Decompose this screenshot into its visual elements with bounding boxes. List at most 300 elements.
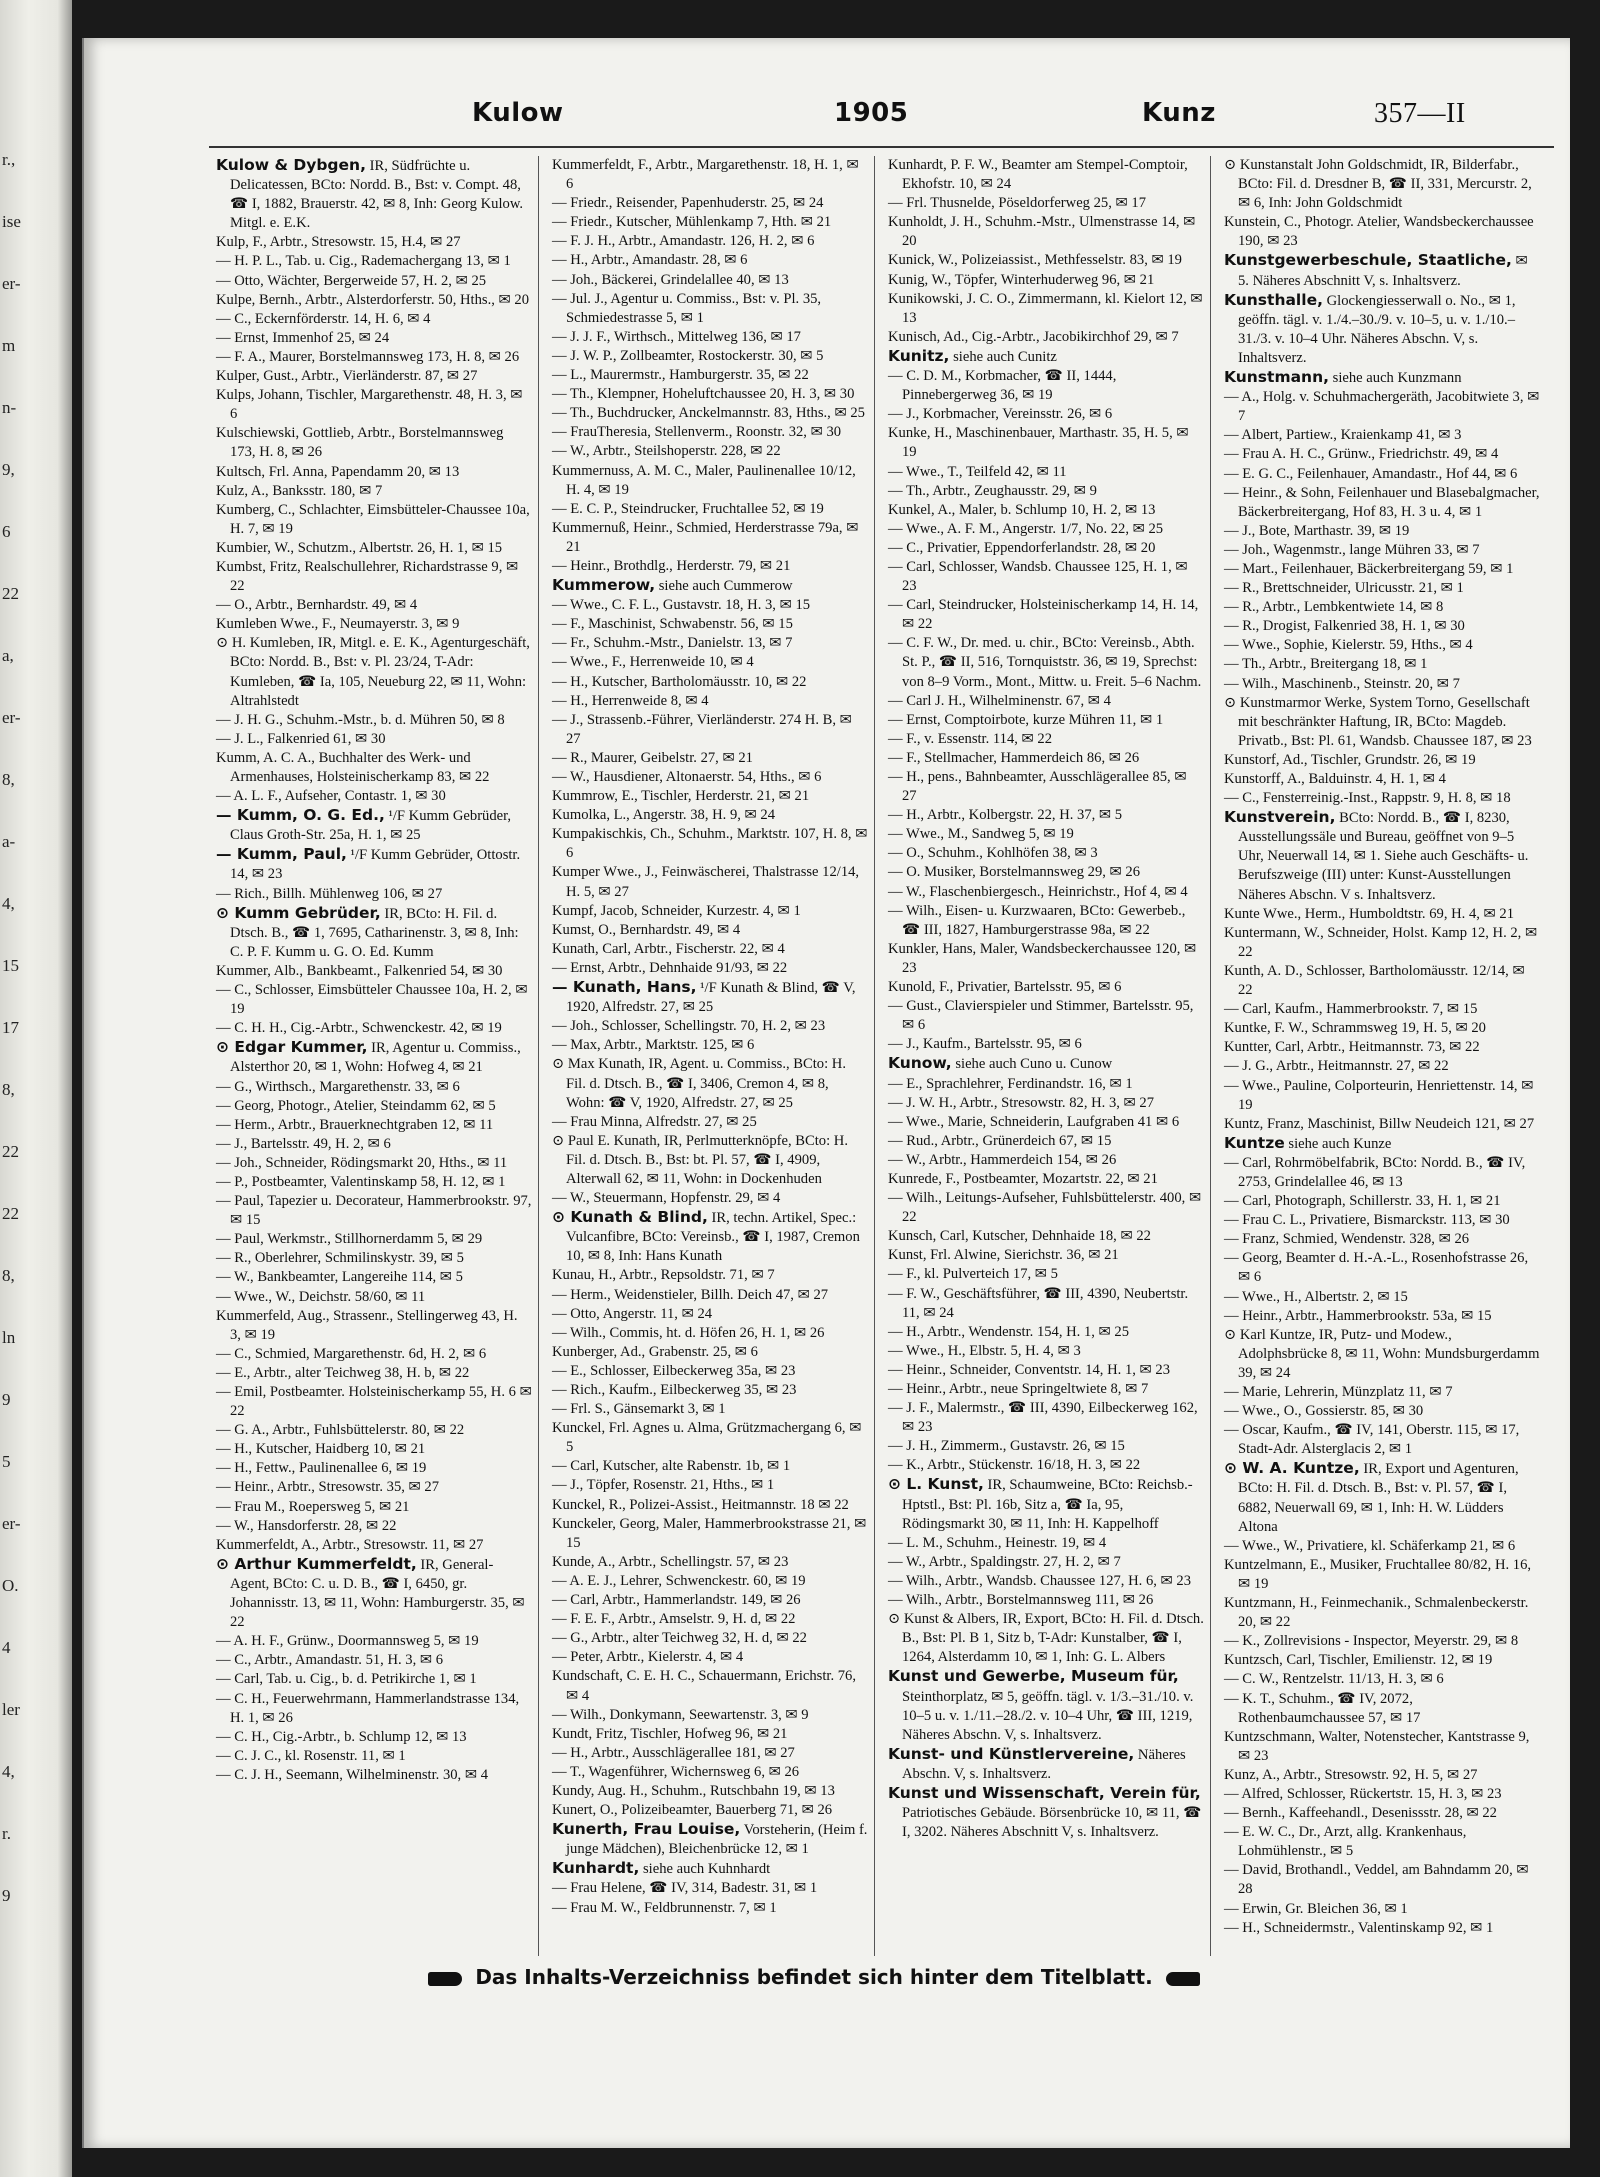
header-rule — [209, 146, 1554, 148]
directory-entry: Kunholdt, J. H., Schuhm.-Mstr., Ulmenstrasse 14, ✉ 20 — [888, 214, 1196, 250]
directory-entry: — E., Schlosser, Eilbeckerweg 35a, ✉ 23 — [552, 1362, 796, 1379]
directory-entry: ⊙ Kunath & Blind, IR, techn. Artikel, Spec.: Vulcanfibre, BCto: Vereinsb., ☎ I, 1987, Cremon 10, ✉ 8, Inh: Hans Kunath — [552, 1208, 860, 1265]
column-4 — [1218, 156, 1546, 1956]
directory-entry: — Wilh., Commis, ht. d. Höfen 26, H. 1, ✉ 26 — [552, 1324, 825, 1341]
directory-entry: — W., Hausdiener, Altonaerstr. 54, Hths., ✉ 6 — [552, 769, 822, 785]
directory-entry: — Heinr., Arbtr., Hammerbrookstr. 53a, ✉ 15 — [1224, 1307, 1492, 1324]
directory-entry: — Wwe., C. F. L., Gustavstr. 18, H. 3, ✉ 15 — [552, 597, 811, 614]
directory-entry: — Wwe., M., Sandweg 5, ✉ 19 — [888, 826, 1074, 843]
directory-entry: — Alfred, Schlosser, Rückertstr. 15, H. 3, ✉ 23 — [1224, 1785, 1502, 1802]
directory-entry: Kuntter, Carl, Arbtr., Heitmannstr. 73, ✉ 22 — [1224, 1039, 1480, 1056]
directory-entry: — C. H. H., Cig.-Arbtr., Schwenckestr. 42, ✉ 19 — [216, 1020, 502, 1037]
directory-entry: — David, Brothandl., Veddel, am Bahndamm 20, ✉ 28 — [1224, 1862, 1529, 1898]
margin-fragment: O. — [2, 1576, 19, 1595]
directory-entry: — Wilh., Leitungs-Aufseher, Fuhlsbüttelerstr. 400, ✉ 22 — [888, 1190, 1202, 1226]
column-1 — [210, 156, 539, 1956]
directory-entry: — Otto, Wächter, Bergerweide 57, H. 2, ✉ 25 — [216, 272, 487, 289]
directory-entry: — Rich., Kaufm., Eilbeckerweg 35, ✉ 23 — [552, 1382, 797, 1398]
directory-entry: Kumbier, W., Schutzm., Albertstr. 26, H. 1, ✉ 15 — [216, 539, 503, 556]
directory-entry: Kuntzelmann, E., Musiker, Fruchtallee 80/82, H. 16, ✉ 19 — [1224, 1556, 1532, 1592]
directory-entry: — Oscar, Kaufm., ☎ IV, 141, Oberstr. 115, ✉ 17, Stadt-Adr. Alsterglacis 2, ✉ 1 — [1224, 1422, 1520, 1458]
directory-entry: ⊙ Kumm Gebrüder, IR, BCto: H. Fil. d. Dtsch. B., ☎ 1, 7695, Catharinenstr. 3, ✉ 8, Inh: C. P. F. Kumm u. G. O. Ed. Kumm — [216, 903, 519, 960]
directory-entry: — F. W., Geschäftsführer, ☎ III, 4390, Neubertstr. 11, ✉ 24 — [888, 1285, 1189, 1321]
directory-entry: — Th., Klempner, Hoheluftchaussee 20, H. 3, ✉ 30 — [552, 386, 855, 403]
margin-fragment: 8, — [2, 1266, 15, 1285]
directory-entry: — Carl, Schlosser, Wandsb. Chaussee 125, H. 1, ✉ 23 — [888, 558, 1188, 595]
directory-entry: — FrauTheresia, Stellenverm., Roonstr. 32, ✉ 30 — [552, 424, 842, 441]
directory-entry: — R., Oberlehrer, Schmilinskystr. 39, ✉ 5 — [216, 1250, 464, 1267]
directory-entry: ⊙ W. A. Kuntze, IR, Export und Agenturen, BCto: H. Fil. d. Dtsch. B., Bst: v. Pl. 57, ☎ I, 6882, Neuerwall 69, ✉ 1, Inh: H. W. Lüdders Altona — [1224, 1459, 1519, 1535]
directory-entry: — W., Flaschenbiergesch., Heinrichstr., Hof 4, ✉ 4 — [888, 883, 1188, 900]
directory-entry: — C., Privatier, Eppendorferlandstr. 28, ✉ 20 — [888, 539, 1156, 556]
directory-entry: — Wwe., H., Elbstr. 5, H. 4, ✉ 3 — [888, 1342, 1081, 1359]
directory-entry: ⊙ Kunst & Albers, IR, Export, BCto: H. Fil. d. Dtsch. B., Bst: Pl. B 1, Sitz b, T-Adr: Kunstalber, ☎ I, 1264, Alsterdamm 10, ✉ 1, Inh: G. L. Albers — [888, 1611, 1204, 1666]
header-last-name: Kunz — [1142, 98, 1216, 128]
directory-entry: — E. C. P., Steindrucker, Fruchtallee 52, ✉ 19 — [552, 500, 824, 517]
directory-entry: — Joh., Schlosser, Schellingstr. 70, H. 2, ✉ 23 — [552, 1018, 826, 1035]
directory-entry: Kunrede, F., Postbeamter, Mozartstr. 22, ✉ 21 — [888, 1170, 1158, 1187]
directory-entry: — Frl. Thusnelde, Pöseldorferweg 25, ✉ 17 — [888, 195, 1146, 212]
margin-fragment: 6 — [2, 522, 11, 541]
directory-entry: — Frau M., Roepersweg 5, ✉ 21 — [216, 1498, 410, 1515]
page-footer — [364, 1965, 1264, 2001]
directory-entry: — Carl, Photograph, Schillerstr. 33, H. 1, ✉ 21 — [1224, 1193, 1501, 1210]
directory-entry: — Max, Arbtr., Marktstr. 125, ✉ 6 — [552, 1037, 755, 1054]
directory-entry: — G., Wirthsch., Margarethenstr. 33, ✉ 6 — [216, 1078, 460, 1095]
directory-entry: — Emil, Postbeamter. Holsteinischerkamp 55, H. 6 ✉ 22 — [216, 1384, 532, 1420]
directory-entry: — K. T., Schuhm., ☎ IV, 2072, Rothenbaumchaussee 57, ✉ 17 — [1224, 1690, 1421, 1726]
directory-entry: — J. F., Malermstr., ☎ III, 4390, Eilbeckerweg 162, ✉ 23 — [888, 1400, 1198, 1436]
directory-entry: Kuntzschmann, Walter, Notenstecher, Kantstrasse 9, ✉ 23 — [1224, 1728, 1530, 1764]
directory-entry: Kummerfeldt, A., Arbtr., Stresowstr. 11, ✉ 27 — [216, 1536, 484, 1553]
directory-entry: Kunsthalle, Glockengiesserwall o. No., ✉ 1, geöffn. tägl. v. 1./4.–30./9. v. 10–5, u. v. 1./10.–31./3. v. 10–4 Uhr. Näheres Abschn. V, s. Inhaltsverz. — [1224, 290, 1516, 366]
directory-entry: Kumst, O., Bernhardstr. 49, ✉ 4 — [552, 921, 741, 938]
directory-entry: — H., Kutscher, Haidberg 10, ✉ 21 — [216, 1441, 426, 1458]
previous-page-margin — [0, 0, 72, 2177]
directory-entry: — P., Postbeamter, Valentinskamp 58, H. 12, ✉ 1 — [216, 1173, 506, 1190]
directory-entry: — Carl, Steindrucker, Holsteinischerkamp 14, H. 14, ✉ 22 — [888, 597, 1199, 633]
directory-entry: Kundt, Fritz, Tischler, Hofweg 96, ✉ 21 — [552, 1725, 788, 1742]
directory-entry: — J. L., Falkenried 61, ✉ 30 — [216, 730, 386, 747]
directory-entry: Kunold, F., Privatier, Bartelsstr. 95, ✉ 6 — [888, 979, 1122, 996]
margin-fragment: ln — [2, 1328, 16, 1347]
directory-entry: — Th., Arbtr., Breitergang 18, ✉ 1 — [1224, 656, 1428, 673]
directory-entry: — Wwe., Sophie, Kielerstr. 59, Hths., ✉ 4 — [1224, 637, 1473, 654]
directory-entry: Kummerow, siehe auch Cummerow — [552, 576, 793, 595]
directory-entry: — Marie, Lehrerin, Münzplatz 11, ✉ 7 — [1224, 1384, 1453, 1400]
directory-entry: Kunstorff, A., Balduinstr. 4, H. 1, ✉ 4 — [1224, 771, 1446, 787]
directory-entry: — Paul, Tapezier u. Decorateur, Hammerbrookstr. 97, ✉ 15 — [216, 1193, 532, 1229]
directory-entry: — C., Fensterreinig.-Inst., Rappstr. 9, H. 8, ✉ 18 — [1224, 790, 1511, 807]
directory-entry: Kumberg, C., Schlachter, Eimsbütteler-Chaussee 10a, H. 7, ✉ 19 — [216, 501, 530, 537]
directory-entry: — F. E. F., Arbtr., Amselstr. 9, H. d, ✉ 22 — [552, 1611, 796, 1628]
directory-entry: — H., pens., Bahnbeamter, Ausschlägerallee 85, ✉ 27 — [888, 769, 1187, 805]
directory-entry: Kulps, Johann, Tischler, Margarethenstr. 48, H. 3, ✉ 6 — [216, 387, 523, 423]
directory-entry: Kunstein, C., Photogr. Atelier, Wandsbeckerchaussee 190, ✉ 23 — [1224, 214, 1534, 250]
margin-fragment: 22 — [2, 1204, 19, 1223]
directory-entry: — G. A., Arbtr., Fuhlsbüttelerstr. 80, ✉ 22 — [216, 1422, 465, 1439]
margin-fragment: 15 — [2, 956, 19, 975]
directory-entry: — H., Arbtr., Amandastr. 28, ✉ 6 — [552, 252, 748, 269]
directory-entry: ⊙ Edgar Kummer, IR, Agentur u. Commiss., Alsterthor 20, ✉ 1, Wohn: Hofweg 4, ✉ 21 — [216, 1038, 521, 1076]
directory-entry: — O., Arbtr., Bernhardstr. 49, ✉ 4 — [216, 597, 418, 614]
directory-entry: Kunow, siehe auch Cuno u. Cunow — [888, 1054, 1113, 1073]
directory-entry: — Jul. J., Agentur u. Commiss., Bst: v. Pl. 35, Schmiedestrasse 5, ✉ 1 — [552, 290, 822, 326]
directory-entry: — W., Bankbeamter, Langereihe 114, ✉ 5 — [216, 1269, 463, 1286]
directory-entry: Kunerth, Frau Louise, Vorsteherin, (Heim f. junge Mädchen), Bleichenbrücke 12, ✉ 1 — [552, 1820, 868, 1858]
directory-entry: — Wilh., Arbtr., Borstelmannsweg 111, ✉ 26 — [888, 1592, 1154, 1609]
margin-fragment: a- — [2, 832, 16, 851]
page-header — [84, 98, 1570, 138]
directory-entry: — C. D. M., Korbmacher, ☎ II, 1444, Pinnebergerweg 36, ✉ 19 — [888, 368, 1117, 404]
directory-entry: Kunig, W., Töpfer, Winterhuderweg 96, ✉ 21 — [888, 271, 1155, 288]
directory-entry: — Frau A. H. C., Grünw., Friedrichstr. 49, ✉ 4 — [1224, 446, 1499, 463]
directory-entry: — Th., Buchdrucker, Anckelmannstr. 83, Hths., ✉ 25 — [552, 405, 865, 422]
directory-entry: — Georg, Beamter d. H.-A.-L., Rosenhofstrasse 26, ✉ 6 — [1224, 1250, 1529, 1286]
directory-entry: — Mart., Feilenhauer, Bäckerbreitergang 59, ✉ 1 — [1224, 560, 1514, 577]
directory-entry: — K., Arbtr., Stückenstr. 16/18, H. 3, ✉ 22 — [888, 1457, 1141, 1474]
directory-entry: Kundy, Aug. H., Schuhm., Rutschbahn 19, ✉ 13 — [552, 1782, 835, 1799]
directory-entry: — Friedr., Kutscher, Mühlenkamp 7, Hth. ✉ 21 — [552, 214, 832, 231]
directory-entry: — H., Kutscher, Bartholomäusstr. 10, ✉ 22 — [552, 673, 807, 690]
directory-entry: — L. M., Schuhm., Heinestr. 19, ✉ 4 — [888, 1534, 1107, 1551]
directory-entry: — H., Arbtr., Kolbergstr. 22, H. 37, ✉ 5 — [888, 807, 1123, 824]
directory-entry: Kuntermann, W., Schneider, Holst. Kamp 12, H. 2, ✉ 22 — [1224, 924, 1538, 960]
directory-entry: — Frau Minna, Alfredstr. 27, ✉ 25 — [552, 1113, 757, 1130]
directory-entry: — J. J. F., Wirthsch., Mittelweg 136, ✉ 17 — [552, 328, 801, 345]
directory-entry: Kumm, A. C. A., Buchhalter des Werk- und Armenhauses, Holsteinischerkamp 83, ✉ 22 — [216, 749, 490, 785]
directory-entry: — E. W. C., Dr., Arzt, allg. Krankenhaus, Lohmühlenstr., ✉ 5 — [1224, 1824, 1467, 1860]
directory-entry: Kunckeler, Georg, Maler, Hammerbrookstrasse 21, ✉ 15 — [552, 1515, 867, 1551]
directory-entry: — E., Sprachlehrer, Ferdinandstr. 16, ✉ 1 — [888, 1075, 1133, 1092]
directory-entry: Kummerfeldt, F., Arbtr., Margarethenstr. 18, H. 1, ✉ 6 — [552, 157, 859, 193]
directory-entry: — Carl, Kutscher, alte Rabenstr. 1b, ✉ 1 — [552, 1458, 791, 1475]
margin-fragment: 17 — [2, 1018, 19, 1037]
directory-entry: ⊙ H. Kumleben, IR, Mitgl. e. E. K., Agenturgeschäft, BCto: Nordd. B., Bst: v. Pl. 23/24, T-Adr: Kumleben, ☎ Ia, 105, Neueburg 22, ✉ 11, Wohn: Altrahlstedt — [216, 635, 530, 709]
directory-entry: — Wwe., H., Albertstr. 2, ✉ 15 — [1224, 1288, 1408, 1305]
directory-entry: Kulschiewski, Gottlieb, Arbtr., Borstelmannsweg 173, H. 8, ✉ 26 — [216, 425, 504, 461]
directory-entry: — Carl, Kaufm., Hammerbrookstr. 7, ✉ 15 — [1224, 1001, 1478, 1018]
directory-entry: — E. G. C., Feilenhauer, Amandastr., Hof 44, ✉ 6 — [1224, 465, 1518, 482]
directory-entry: — Heinr., & Sohn, Feilenhauer und Blasebalgmacher, Bäckerbreitergang, Hof 83, H. 3 u. 4, ✉ 1 — [1224, 484, 1540, 520]
margin-fragment: 9 — [2, 1390, 11, 1409]
directory-entry: — Kumm, O. G. Ed., ¹/F Kumm Gebrüder, Claus Groth-Str. 25a, H. 1, ✉ 25 — [216, 806, 512, 844]
directory-entry: — R., Maurer, Geibelstr. 27, ✉ 21 — [552, 749, 753, 766]
directory-entry: — C., Schmied, Margarethenstr. 6d, H. 2, ✉ 6 — [216, 1345, 487, 1362]
directory-entry: ⊙ Kunstanstalt John Goldschmidt, IR, Bilderfabr., BCto: Fil. d. Dresdner B, ☎ II, 331, Mercurstr. 2, ✉ 6, Inh: John Goldschmidt — [1224, 157, 1532, 212]
pointing-hand-icon — [428, 1972, 462, 1986]
column-2 — [546, 156, 875, 1956]
directory-entry: — J., Bartelsstr. 49, H. 2, ✉ 6 — [216, 1135, 391, 1152]
directory-entry: — Kunath, Hans, ¹/F Kunath & Blind, ☎ V, 1920, Alfredstr. 27, ✉ 25 — [552, 978, 856, 1016]
directory-entry: Kunstorf, Ad., Tischler, Grundstr. 26, ✉ 19 — [1224, 751, 1476, 768]
directory-entry: Kunsch, Carl, Kutscher, Dehnhaide 18, ✉ 22 — [888, 1228, 1151, 1245]
directory-columns — [210, 156, 1555, 1956]
directory-entry: Kuntzmann, H., Feinmechanik., Schmalenbeckerstr. 20, ✉ 22 — [1224, 1595, 1529, 1631]
margin-fragment: 4 — [2, 1638, 11, 1657]
directory-entry: Kunz, A., Arbtr., Stresowstr. 92, H. 5, ✉ 27 — [1224, 1766, 1478, 1783]
directory-entry: — Ernst, Arbtr., Dehnhaide 91/93, ✉ 22 — [552, 959, 788, 976]
directory-entry: — Wilh., Maschinenb., Steinstr. 20, ✉ 7 — [1224, 675, 1460, 692]
directory-entry: — J. W. H., Arbtr., Stresowstr. 82, H. 3, ✉ 27 — [888, 1094, 1155, 1111]
directory-entry: Kulpe, Bernh., Arbtr., Alsterdorferstr. 50, Hths., ✉ 20 — [216, 291, 529, 308]
directory-entry: — Gust., Clavierspieler und Stimmer, Bartelsstr. 95, ✉ 6 — [888, 998, 1194, 1034]
directory-entry: — J. G., Arbtr., Heitmannstr. 27, ✉ 22 — [1224, 1058, 1449, 1075]
directory-entry: — Frau M. W., Feldbrunnenstr. 7, ✉ 1 — [552, 1899, 777, 1916]
directory-entry: — Albert, Partiew., Kraienkamp 41, ✉ 3 — [1224, 427, 1462, 444]
directory-entry: — R., Arbtr., Lembkentwiete 14, ✉ 8 — [1224, 599, 1444, 616]
directory-entry: — Wwe., W., Privatiere, kl. Schäferkamp 21, ✉ 6 — [1224, 1537, 1516, 1554]
margin-fragment: 9 — [2, 1886, 11, 1905]
directory-entry: — Carl, Rohrmöbelfabrik, BCto: Nordd. B., ☎ IV, 2753, Grindelallee 46, ✉ 13 — [1224, 1154, 1526, 1190]
directory-entry: — Paul, Werkmstr., Stillhornerdamm 5, ✉ 29 — [216, 1231, 483, 1248]
directory-entry: — E., Arbtr., alter Teichweg 38, H. b, ✉ 22 — [216, 1364, 470, 1381]
directory-entry: — Wwe., A. F. M., Angerstr. 1/7, No. 22, ✉ 25 — [888, 520, 1164, 537]
directory-entry: Kunhardt, siehe auch Kuhnhardt — [552, 1859, 771, 1878]
margin-fragment: r. — [2, 1824, 11, 1843]
directory-entry: Kunst- und Künstlervereine, Näheres Abschn. V, s. Inhaltsverz. — [888, 1744, 1186, 1782]
directory-entry: — J. H., Zimmerm., Gustavstr. 26, ✉ 15 — [888, 1438, 1125, 1455]
directory-entry: — J., Kaufm., Bartelsstr. 95, ✉ 6 — [888, 1036, 1082, 1053]
directory-entry: — Wwe., Pauline, Colporteurin, Henriettenstr. 14, ✉ 19 — [1224, 1077, 1534, 1113]
directory-entry: — O. Musiker, Borstelmannsweg 29, ✉ 26 — [888, 864, 1141, 881]
directory-entry: — Wilh., Arbtr., Wandsb. Chaussee 127, H. 6, ✉ 23 — [888, 1572, 1192, 1589]
directory-entry: Kunckel, R., Polizei-Assist., Heitmannstr. 18 ✉ 22 — [552, 1496, 849, 1513]
directory-entry: Kummernuss, A. M. C., Maler, Paulinenallee 10/12, H. 4, ✉ 19 — [552, 462, 856, 498]
directory-entry: — C. H., Feuerwehrmann, Hammerlandstrasse 134, H. 1, ✉ 26 — [216, 1690, 520, 1726]
directory-entry: Kunikowski, J. C. O., Zimmermann, kl. Kielort 12, ✉ 13 — [888, 290, 1203, 326]
directory-entry: — W., Arbtr., Spaldingstr. 27, H. 2, ✉ 7 — [888, 1553, 1121, 1570]
directory-entry: — G., Arbtr., alter Teichweg 32, H. d, ✉ 22 — [552, 1630, 807, 1647]
directory-entry: — L., Maurermstr., Hamburgerstr. 35, ✉ 22 — [552, 367, 809, 384]
directory-entry: — Herm., Weidenstieler, Billh. Deich 47, ✉ 27 — [552, 1286, 829, 1303]
directory-entry: Kunick, W., Polizeiassist., Methfesselstr. 83, ✉ 19 — [888, 252, 1182, 269]
directory-entry: — Wwe., F., Herrenweide 10, ✉ 4 — [552, 654, 754, 671]
directory-entry: — C., Eckernförderstr. 14, H. 6, ✉ 4 — [216, 310, 431, 327]
directory-entry: ⊙ Arthur Kummerfeldt, IR, General-Agent, BCto: C. u. D. B., ☎ I, 6450, gr. Johannisstr. 13, ✉ 11, Wohn: Hamburgerstr. 35, ✉ 22 — [216, 1554, 525, 1631]
directory-entry: — Wwe., O., Gossierstr. 85, ✉ 30 — [1224, 1403, 1424, 1420]
directory-entry: ⊙ L. Kunst, IR, Schaumweine, BCto: Reichsb.-Hptstl., Bst: Pl. 16b, Sitz a, ☎ Ia, 95, Rödingsmarkt 30, ✉ 11, Inh: H. Kappelhoff — [888, 1475, 1193, 1532]
directory-entry: Kunstgewerbeschule, Staatliche, ✉ 5. Näheres Abschnitt V, s. Inhaltsverz. — [1224, 251, 1528, 289]
directory-entry: — Frau Helene, ☎ IV, 314, Badestr. 31, ✉ 1 — [552, 1880, 818, 1897]
margin-fragment: 4, — [2, 894, 15, 913]
directory-entry: — F., Maschinist, Schwabenstr. 56, ✉ 15 — [552, 616, 793, 633]
directory-entry: Kumbst, Fritz, Realschullehrer, Richardstrasse 9, ✉ 22 — [216, 558, 519, 595]
directory-entry: — Joh., Schneider, Rödingsmarkt 20, Hths., ✉ 11 — [216, 1154, 508, 1171]
directory-entry: — F. A., Maurer, Borstelmannsweg 173, H. 8, ✉ 26 — [216, 348, 520, 365]
directory-entry: — C. J. H., Seemann, Wilhelminenstr. 30, ✉ 4 — [216, 1766, 489, 1783]
directory-entry: — Frl. S., Gänsemarkt 3, ✉ 1 — [552, 1401, 726, 1418]
directory-entry: — Rud., Arbtr., Grünerdeich 67, ✉ 15 — [888, 1132, 1112, 1149]
directory-entry: — C. J. C., kl. Rosenstr. 11, ✉ 1 — [216, 1747, 406, 1764]
margin-fragment: er- — [2, 708, 21, 727]
page-number: 357—II — [1374, 98, 1466, 129]
directory-entry: Kunst, Frl. Alwine, Sierichstr. 36, ✉ 21 — [888, 1247, 1119, 1264]
directory-entry: — C. H., Cig.-Arbtr., b. Schlump 12, ✉ 13 — [216, 1728, 467, 1745]
directory-entry: — F., v. Essenstr. 114, ✉ 22 — [888, 730, 1053, 747]
directory-entry: Kunisch, Ad., Cig.-Arbtr., Jacobikirchhof 29, ✉ 7 — [888, 328, 1179, 345]
margin-fragment: 8, — [2, 770, 15, 789]
directory-entry: Kunkel, A., Maler, b. Schlump 10, H. 2, ✉ 13 — [888, 501, 1156, 518]
directory-entry: Kunckel, Frl. Agnes u. Alma, Grützmachergang 6, ✉ 5 — [552, 1420, 862, 1456]
directory-entry: Kunstverein, BCto: Nordd. B., ☎ I, 8230, Ausstellungssäle und Bureau, geöffnet von 9–5 Uhr, Neuerwall 14, ✉ 1. Siehe auch Geschäfts- u. Berufszweige (III) unter: Kunst-Ausstellungen Näheres Abschn. V s. Inhaltsverz. — [1224, 808, 1529, 903]
directory-entry: Kunau, H., Arbtr., Repsoldstr. 71, ✉ 7 — [552, 1267, 775, 1284]
directory-entry: — Otto, Angerstr. 11, ✉ 24 — [552, 1305, 713, 1322]
directory-entry: — Heinr., Schneider, Conventstr. 14, H. 1, ✉ 23 — [888, 1361, 1171, 1378]
directory-entry: — R., Drogist, Falkenried 38, H. 1, ✉ 30 — [1224, 618, 1465, 635]
directory-entry: — C., Schlosser, Eimsbütteler Chaussee 10a, H. 2, ✉ 19 — [216, 982, 528, 1018]
directory-entry: Kulow & Dybgen, IR, Südfrüchte u. Delicatessen, BCto: Nordd. B., Bst: v. Compt. 48, ☎ I, 1882, Brauerstr. 42, ✉ 8, Inh: Georg Kulow. Mitgl. e. E.K. — [216, 156, 524, 232]
directory-entry: — J., Bote, Marthastr. 39, ✉ 19 — [1224, 522, 1410, 539]
directory-entry: — Wilh., Donkymann, Seewartenstr. 3, ✉ 9 — [552, 1706, 809, 1723]
margin-fragment: r., — [2, 150, 16, 169]
directory-entry: — Wilh., Eisen- u. Kurzwaaren, BCto: Gewerbeb., ☎ III, 1827, Hamburgerstrasse 98a, ✉ 22 — [888, 902, 1186, 938]
directory-entry: — O., Schuhm., Kohlhöfen 38, ✉ 3 — [888, 845, 1098, 862]
directory-entry: — W., Arbtr., Steilshoperstr. 228, ✉ 22 — [552, 443, 781, 460]
directory-entry: Kunath, Carl, Arbtr., Fischerstr. 22, ✉ 4 — [552, 940, 785, 957]
margin-fragment: 22 — [2, 584, 19, 603]
directory-entry: Kumpakischkis, Ch., Schuhm., Marktstr. 107, H. 8, ✉ 6 — [552, 826, 868, 862]
directory-entry: Kulper, Gust., Arbtr., Vierländerstr. 87, ✉ 27 — [216, 368, 478, 385]
directory-entry: — R., Brettschneider, Ulricusstr. 21, ✉ 1 — [1224, 580, 1464, 597]
directory-entry: ⊙ Karl Kuntze, IR, Putz- und Modew., Adolphsbrücke 8, ✉ 11, Wohn: Mundsburgerdamm 39, ✉ 24 — [1224, 1326, 1540, 1381]
directory-entry: — Friedr., Reisender, Papenhuderstr. 25, ✉ 24 — [552, 195, 824, 212]
directory-entry: Kultsch, Frl. Anna, Papendamm 20, ✉ 13 — [216, 463, 460, 480]
directory-entry: — Joh., Wagenmstr., lange Mühren 33, ✉ 7 — [1224, 541, 1480, 558]
directory-entry: Kunert, O., Polizeibeamter, Bauerberg 71, ✉ 26 — [552, 1802, 833, 1819]
margin-fragment: m — [2, 336, 16, 355]
directory-entry: — Frau C. L., Privatiere, Bismarckstr. 113, ✉ 30 — [1224, 1212, 1510, 1229]
directory-entry: — A. E. J., Lehrer, Schwenckestr. 60, ✉ 19 — [552, 1572, 806, 1589]
directory-entry: — Fr., Schuhm.-Mstr., Danielstr. 13, ✉ 7 — [552, 635, 793, 652]
directory-entry: — Carl, Arbtr., Hammerlandstr. 149, ✉ 26 — [552, 1592, 801, 1609]
directory-entry: — Wwe., Marie, Schneiderin, Laufgraben 41 ✉ 6 — [888, 1113, 1180, 1130]
directory-entry: — J., Strassenb.-Führer, Vierländerstr. 274 H. B, ✉ 27 — [552, 711, 852, 747]
directory-entry: Kummrow, E., Tischler, Herderstr. 21, ✉ 21 — [552, 788, 810, 805]
directory-entry: Kunde, A., Arbtr., Schellingstr. 57, ✉ 23 — [552, 1553, 789, 1570]
directory-entry: — Heinr., Brothdlg., Herderstr. 79, ✉ 21 — [552, 557, 791, 574]
directory-entry: Kulp, F., Arbtr., Stresowstr. 15, H.4, ✉ 27 — [216, 234, 461, 251]
directory-entry: — Ernst, Immenhof 25, ✉ 24 — [216, 329, 390, 346]
directory-entry: Kunth, A. D., Schlosser, Bartholomäusstr. 12/14, ✉ 22 — [1224, 962, 1525, 999]
directory-entry: — W., Arbtr., Hammerdeich 154, ✉ 26 — [888, 1151, 1117, 1168]
directory-entry: Kumleben Wwe., F., Neumayerstr. 3, ✉ 9 — [216, 616, 460, 633]
directory-entry: ⊙ Kunstmarmor Werke, System Torno, Gesellschaft mit beschränkter Haftung, IR, BCto: Magdeb. Privatb., Bst: Pl. 61, Wandsb. Chaussee 187, ✉ 23 — [1224, 694, 1532, 749]
directory-entry: — H., Herrenweide 8, ✉ 4 — [552, 692, 709, 709]
directory-entry: — Ernst, Comptoirbote, kurze Mühren 11, ✉ 1 — [888, 711, 1164, 728]
directory-entry: — F. J. H., Arbtr., Amandastr. 126, H. 2, ✉ 6 — [552, 233, 815, 250]
directory-entry: — Rich., Billh. Mühlenweg 106, ✉ 27 — [216, 885, 443, 902]
directory-entry: Kunte Wwe., Herm., Humboldtstr. 69, H. 4, ✉ 21 — [1224, 905, 1515, 922]
directory-entry: — J. W. P., Zollbeamter, Rostockerstr. 30, ✉ 5 — [552, 347, 824, 364]
directory-entry: Kundschaft, C. E. H. C., Schauermann, Erichstr. 76, ✉ 4 — [552, 1668, 856, 1704]
directory-entry: — J., Korbmacher, Vereinsstr. 26, ✉ 6 — [888, 406, 1113, 423]
directory-page — [82, 38, 1570, 2148]
directory-entry: — A., Holg. v. Schuhmachergeräth, Jacobitwiete 3, ✉ 7 — [1224, 389, 1540, 425]
margin-fragment: er- — [2, 274, 21, 293]
directory-entry: Kunstmann, siehe auch Kunzmann — [1224, 368, 1462, 387]
margin-fragment: n- — [2, 398, 17, 417]
directory-entry: — F., kl. Pulverteich 17, ✉ 5 — [888, 1266, 1058, 1283]
margin-fragment: a, — [2, 646, 14, 665]
directory-entry: — H., Fettw., Paulinenallee 6, ✉ 19 — [216, 1460, 427, 1477]
margin-fragment: 9, — [2, 460, 15, 479]
directory-entry: — J. H. G., Schuhm.-Mstr., b. d. Mühren 50, ✉ 8 — [216, 711, 505, 728]
directory-entry: Kummer, Alb., Bankbeamt., Falkenried 54, ✉ 30 — [216, 962, 503, 979]
directory-entry: Kuntke, F. W., Schrammsweg 19, H. 5, ✉ 20 — [1224, 1020, 1486, 1037]
directory-entry: — C., Arbtr., Amandastr. 51, H. 3, ✉ 6 — [216, 1652, 444, 1669]
directory-entry: — Carl J. H., Wilhelminenstr. 67, ✉ 4 — [888, 692, 1111, 709]
directory-entry: — Franz, Schmied, Wendenstr. 328, ✉ 26 — [1224, 1231, 1470, 1248]
directory-entry: Kunberger, Ad., Grabenstr. 25, ✉ 6 — [552, 1343, 758, 1360]
directory-entry: — Herm., Arbtr., Brauerknechtgraben 12, ✉ 11 — [216, 1116, 494, 1133]
directory-entry: — J., Töpfer, Rosenstr. 21, Hths., ✉ 1 — [552, 1477, 775, 1494]
directory-entry: — C. F. W., Dr. med. u. chir., BCto: Vereinsb., Abth. St. P., ☎ II, 516, Tornquiststr. 36, ✉ 19, Sprechst: von 8–9 Vorm., Mont., Mittw. u. Freit. 5–6 Nachm. — [888, 635, 1202, 690]
directory-entry: Kunkler, Hans, Maler, Wandsbeckerchaussee 120, ✉ 23 — [888, 940, 1197, 976]
column-3 — [882, 156, 1211, 1956]
directory-entry: — Heinr., Arbtr., neue Springeltwiete 8, ✉ 7 — [888, 1381, 1149, 1397]
directory-entry: Kuntzsch, Carl, Tischler, Emilienstr. 12, ✉ 19 — [1224, 1652, 1493, 1669]
directory-entry: Kuntz, Franz, Maschinist, Billw Neudeich 121, ✉ 27 — [1224, 1115, 1535, 1132]
directory-entry: Kummernuß, Heinr., Schmied, Herderstrasse 79a, ✉ 21 — [552, 519, 859, 555]
pointing-hand-icon — [1166, 1972, 1200, 1986]
directory-entry: — Georg, Photogr., Atelier, Steindamm 62, ✉ 5 — [216, 1097, 496, 1114]
directory-entry: Kulz, A., Banksstr. 180, ✉ 7 — [216, 482, 383, 499]
directory-entry: Kunitz, siehe auch Cunitz — [888, 346, 1057, 365]
directory-entry: Kunke, H., Maschinenbauer, Marthastr. 35, H. 5, ✉ 19 — [888, 425, 1189, 461]
directory-entry: Kuntze siehe auch Kunze — [1224, 1133, 1392, 1152]
directory-entry: — F., Stellmacher, Hammerdeich 86, ✉ 26 — [888, 749, 1140, 766]
directory-entry: — H., Arbtr., Ausschlägerallee 181, ✉ 27 — [552, 1744, 795, 1761]
directory-entry: — A. L. F., Aufseher, Contastr. 1, ✉ 30 — [216, 788, 446, 805]
footer-note: Das Inhalts-Verzeichniss befindet sich hinter dem Titelblatt. — [475, 1965, 1153, 1989]
directory-entry: ⊙ Paul E. Kunath, IR, Perlmutterknöpfe, BCto: H. Fil. d. Dtsch. B., Bst: bt. Pl. 57, ☎ I, 4909, Alterwall 62, ✉ 11, Wohn: in Dockenhuden — [552, 1132, 848, 1187]
directory-entry: — W., Hansdorferstr. 28, ✉ 22 — [216, 1517, 397, 1534]
directory-entry: — Bernh., Kaffeehandl., Desenissstr. 28, ✉ 22 — [1224, 1805, 1497, 1822]
margin-fragment: ler — [2, 1700, 20, 1719]
directory-entry: — Carl, Tab. u. Cig., b. d. Petrikirche 1, ✉ 1 — [216, 1671, 477, 1688]
directory-entry: Kunst und Gewerbe, Museum für, Steinthorplatz, ✉ 5, geöffn. tägl. v. 1/3.–31./10. v. 10–5 u. v. 1./11.–28./2. v. 10–4 Uhr, ☎ III, 1219, Näheres Abschn. V, s. Inhaltsverz. — [888, 1667, 1194, 1743]
directory-entry: Kummerfeld, Aug., Strassenr., Stellingerweg 43, H. 3, ✉ 19 — [216, 1307, 518, 1343]
directory-entry: Kumpf, Jacob, Schneider, Kurzestr. 4, ✉ 1 — [552, 902, 801, 919]
directory-entry: — Wwe., T., Teilfeld 42, ✉ 11 — [888, 463, 1067, 480]
directory-entry: — H. P. L., Tab. u. Cig., Rademachergang 13, ✉ 1 — [216, 253, 511, 270]
directory-entry: — W., Steuermann, Hopfenstr. 29, ✉ 4 — [552, 1190, 781, 1207]
directory-entry: — Peter, Arbtr., Kielerstr. 4, ✉ 4 — [552, 1649, 744, 1666]
directory-entry: Kumper Wwe., J., Feinwäscherei, Thalstrasse 12/14, H. 5, ✉ 27 — [552, 864, 860, 900]
directory-entry: — Heinr., Arbtr., Stresowstr. 35, ✉ 27 — [216, 1479, 440, 1496]
directory-entry: — Joh., Bäckerei, Grindelallee 40, ✉ 13 — [552, 271, 789, 288]
directory-entry: — K., Zollrevisions - Inspector, Meyerstr. 29, ✉ 8 — [1224, 1633, 1519, 1650]
directory-entry: — H., Arbtr., Wendenstr. 154, H. 1, ✉ 25 — [888, 1323, 1130, 1340]
header-first-name: Kulow — [472, 98, 564, 128]
directory-entry: Kunst und Wissenschaft, Verein für, Patriotisches Gebäude. Börsenbrücke 10, ✉ 11, ☎ I, 3202. Näheres Abschnitt V, s. Inhaltsverz. — [888, 1783, 1202, 1841]
directory-entry: — C. W., Rentzelstr. 11/13, H. 3, ✉ 6 — [1224, 1671, 1444, 1688]
directory-entry: ⊙ Max Kunath, IR, Agent. u. Commiss., BCto: H. Fil. d. Dtsch. B., ☎ I, 3406, Cremon 4, ✉ 8, Wohn: ☎ V, 1920, Alfredstr. 27, ✉ 25 — [552, 1056, 846, 1111]
directory-entry: — H., Schneidermstr., Valentinskamp 92, ✉ 1 — [1224, 1919, 1494, 1936]
margin-fragment: ise — [2, 212, 21, 231]
directory-entry: — Th., Arbtr., Zeughausstr. 29, ✉ 9 — [888, 482, 1097, 499]
directory-entry: — A. H. F., Grünw., Doormannsweg 5, ✉ 19 — [216, 1633, 479, 1650]
directory-entry: Kunhardt, P. F. W., Beamter am Stempel-Comptoir, Ekhofstr. 10, ✉ 24 — [888, 157, 1188, 193]
margin-fragment: 5 — [2, 1452, 11, 1471]
margin-fragment: 4, — [2, 1762, 15, 1781]
margin-fragment: 8, — [2, 1080, 15, 1099]
header-year: 1905 — [834, 98, 909, 128]
margin-fragment: 22 — [2, 1142, 19, 1161]
directory-entry: — Kumm, Paul, ¹/F Kumm Gebrüder, Ottostr. 14, ✉ 23 — [216, 845, 521, 883]
directory-entry: — Wwe., W., Deichstr. 58/60, ✉ 11 — [216, 1288, 426, 1305]
